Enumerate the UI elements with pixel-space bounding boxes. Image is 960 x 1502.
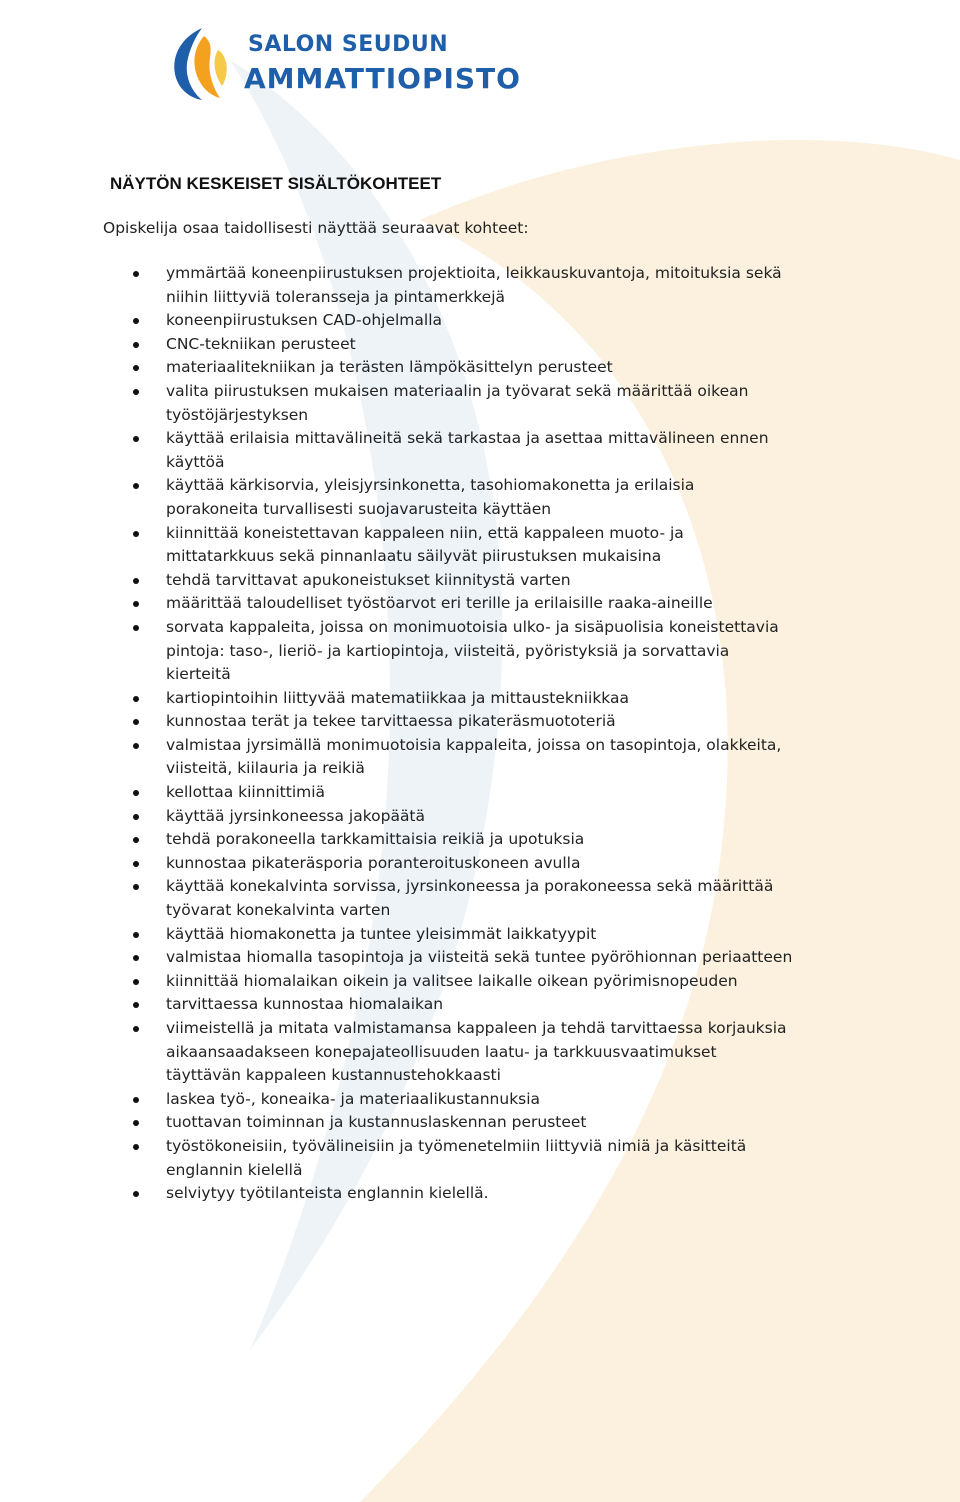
list-item [132, 1135, 954, 1182]
list-item [132, 1182, 954, 1206]
bullet-icon [133, 365, 139, 371]
list-item-text: käyttää konekalvinta sorvissa, jyrsinkoneessa ja porakoneessa sekä määrittää [166, 877, 774, 896]
bullet-icon [133, 1144, 139, 1150]
list-item [132, 970, 954, 994]
list-item-text: mittatarkkuus sekä pinnanlaatu säilyvät piirustuksen mukaisina [166, 547, 662, 566]
list-item [132, 1017, 954, 1088]
list-item [132, 1088, 954, 1112]
content-list [132, 262, 954, 1206]
list-item-text: pintoja: taso-, lieriö- ja kartiopintoja, viisteitä, pyöristyksiä ja sorvattavia [166, 641, 730, 660]
list-item-text: sorvata kappaleita, joissa on monimuotoisia ulko- ja sisäpuolisia koneistettavia [166, 617, 779, 636]
list-item-text: koneenpiirustuksen CAD-ohjelmalla [166, 311, 442, 330]
list-item [132, 333, 954, 357]
bullet-icon [133, 884, 139, 890]
list-item-text: kunnostaa pikateräsporia poranteroituskoneen avulla [166, 853, 581, 872]
list-item [132, 427, 954, 474]
bullet-icon [133, 578, 139, 584]
list-item [132, 852, 954, 876]
bullet-icon [133, 790, 139, 796]
list-item-text: tarvittaessa kunnostaa hiomalaikan [166, 995, 444, 1014]
list-item-text: kartiopintoihin liittyvää matematiikkaa ja mittaustekniikkaa [166, 688, 629, 707]
list-item-text: tuottavan toiminnan ja kustannuslaskennan perusteet [166, 1113, 587, 1132]
list-item [132, 828, 954, 852]
bullet-icon [133, 1191, 139, 1197]
list-item-text: käyttää erilaisia mittavälineitä sekä tarkastaa ja asettaa mittavälineen ennen [166, 429, 769, 448]
list-item-text: käyttää jyrsinkoneessa jakopäätä [166, 806, 426, 825]
bullet-icon [133, 436, 139, 442]
list-item [132, 946, 954, 970]
flame-swoosh-logo-icon [162, 24, 242, 102]
list-item [132, 356, 954, 380]
bullet-icon [133, 955, 139, 961]
list-item [132, 569, 954, 593]
list-item-text: viimeistellä ja mitata valmistamansa kappaleen ja tehdä tarvittaessa korjauksia [166, 1019, 787, 1037]
list-item-text: työvarat konekalvinta varten [166, 901, 391, 920]
list-item [132, 1111, 954, 1135]
bullet-icon [133, 814, 139, 820]
list-item-text: valita piirustuksen mukaisen materiaalin ja työvarat sekä määrittää oikean [166, 381, 749, 400]
list-item-text: täyttävän kappaleen kustannustehokkaasti [166, 1066, 501, 1085]
list-item [132, 474, 954, 521]
list-item [132, 616, 954, 687]
bullet-icon [133, 932, 139, 938]
list-item [132, 309, 954, 333]
logo-text-line1: SALON SEUDUN [248, 32, 449, 57]
list-item-text: käyttää hiomakonetta ja tuntee yleisimmät laikkatyypit [166, 924, 597, 943]
list-item [132, 993, 954, 1017]
list-item [132, 781, 954, 805]
list-item [132, 710, 954, 734]
list-item-text: kunnostaa terät ja tekee tarvittaessa pikateräsmuototeriä [166, 712, 616, 731]
list-item [132, 592, 954, 616]
bullet-icon [133, 1026, 139, 1032]
list-item-text: määrittää taloudelliset työstöarvot eri terille ja erilaisille raaka-aineille [166, 594, 713, 613]
bullet-icon [133, 861, 139, 867]
bullet-icon [133, 743, 139, 749]
list-item-text: valmistaa hiomalla tasopintoja ja viisteitä sekä tuntee pyöröhionnan periaatteen [166, 948, 793, 967]
list-item-text: kiinnittää koneistettavan kappaleen niin, että kappaleen muoto- ja [166, 523, 684, 542]
bullet-icon [133, 342, 139, 348]
school-logo [162, 24, 542, 102]
list-item [132, 875, 954, 922]
list-item-text: kiinnittää hiomalaikan oikein ja valitsee laikalle oikean pyörimisnopeuden [166, 971, 738, 990]
list-item-text: ymmärtää koneenpiirustuksen projektioita, leikkauskuvantoja, mitoituksia sekä [166, 264, 782, 282]
bullet-icon [133, 837, 139, 843]
bullet-icon [133, 271, 139, 277]
section-heading: NÄYTÖN KESKEISET SISÄLTÖKOHTEET [110, 174, 442, 193]
list-item-text: tehdä porakoneella tarkkamittaisia reikiä ja upotuksia [166, 830, 585, 849]
list-item-text: selviytyy työtilanteista englannin kielellä. [166, 1184, 489, 1203]
bullet-icon [133, 601, 139, 607]
list-item-text: CNC-tekniikan perusteet [166, 334, 356, 353]
list-item [132, 687, 954, 711]
bullet-icon [133, 1097, 139, 1103]
list-item-text: niihin liittyviä toleransseja ja pintamerkkejä [166, 287, 506, 306]
list-item-text: työstökoneisiin, työvälineisiin ja työmenetelmiin liittyviä nimiä ja käsitteitä [166, 1136, 747, 1155]
list-item-text: laskea työ-, koneaika- ja materiaalikustannuksia [166, 1089, 541, 1108]
bullet-icon [133, 719, 139, 725]
bullet-icon [133, 1120, 139, 1126]
logo-text-line2: AMMATTIOPISTO [244, 62, 521, 95]
bullet-icon [133, 625, 139, 631]
list-item-text: tehdä tarvittavat apukoneistukset kiinnitystä varten [166, 570, 571, 589]
list-item [132, 805, 954, 829]
list-item-text: valmistaa jyrsimällä monimuotoisia kappaleita, joissa on tasopintoja, olakkeita, [166, 735, 782, 754]
list-item [132, 522, 954, 569]
bullet-icon [133, 483, 139, 489]
list-item-text: aikaansaadakseen konepajateollisuuden laatu- ja tarkkuusvaatimukset [166, 1042, 717, 1061]
bullet-icon [133, 389, 139, 395]
bullet-icon [133, 979, 139, 985]
bullet-icon [133, 531, 139, 537]
list-item [132, 923, 954, 947]
list-item-text: kellottaa kiinnittimiä [166, 783, 326, 802]
list-item [132, 734, 954, 781]
list-item-text: käyttöä [166, 452, 225, 471]
intro-text: Opiskelija osaa taidollisesti näyttää seuraavat kohteet: [103, 219, 529, 237]
list-item-text: kierteitä [166, 665, 231, 684]
bullet-icon [133, 318, 139, 324]
list-item-text: käyttää kärkisorvia, yleisjyrsinkonetta, tasohiomakonetta ja erilaisia [166, 476, 695, 495]
list-item [132, 262, 954, 309]
list-item-text: materiaalitekniikan ja terästen lämpökäsittelyn perusteet [166, 358, 613, 377]
list-item-text: työstöjärjestyksen [166, 405, 309, 424]
list-item-text: porakoneita turvallisesti suojavarusteita käyttäen [166, 499, 552, 518]
list-item [132, 380, 954, 427]
list-item-text: englannin kielellä [166, 1160, 303, 1179]
list-item-text: viisteitä, kiilauria ja reikiä [166, 759, 365, 778]
bullet-icon [133, 696, 139, 702]
bullet-icon [133, 1002, 139, 1008]
